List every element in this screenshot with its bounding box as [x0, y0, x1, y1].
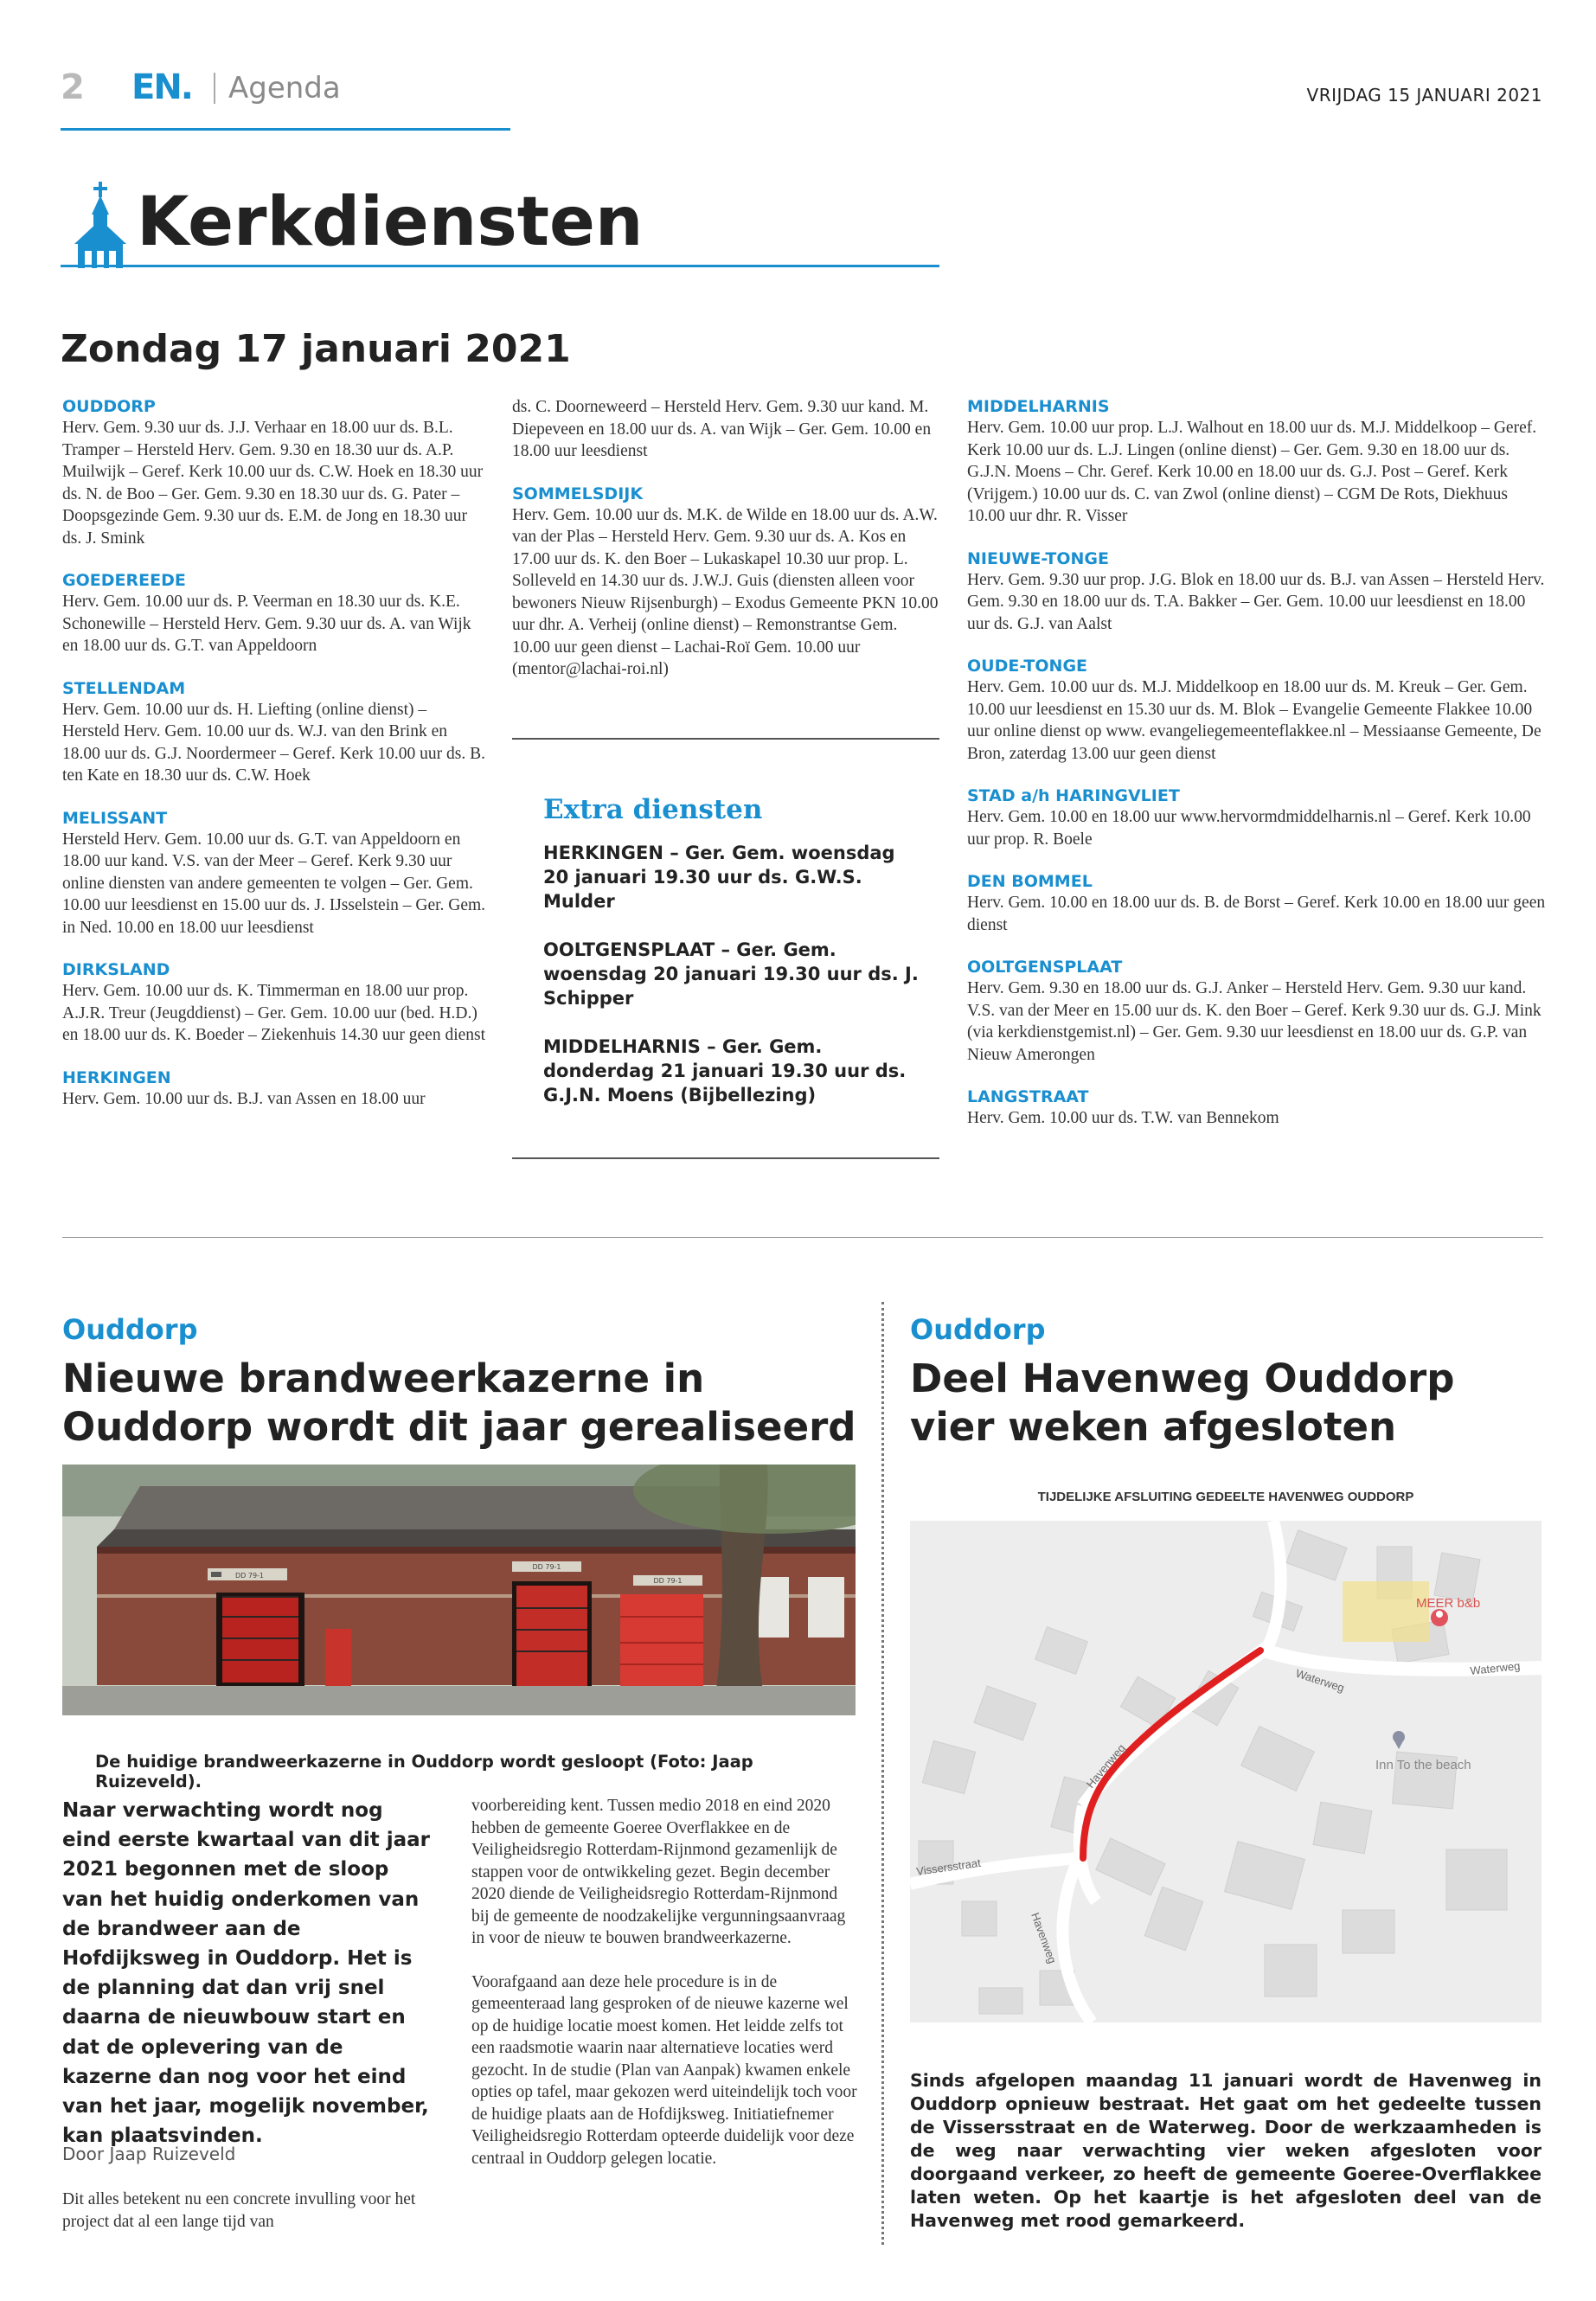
service-listing: Herv. Gem. 10.00 uur ds. H. Liefting (online dienst) – Hersteld Herv. Gem. 10.00 uur ds. W.J. van den Brink en 18.00 uur ds. G.J. Noordermeer – Geref. Kerk 10.00 uur ds. B. ten Kate en 18.30 uur ds. C.W. Hoek [62, 700, 486, 785]
place-heading: STAD a/h HARINGVLIET [967, 786, 1180, 805]
article-divider [881, 1302, 884, 2245]
map-label-havenweg: Havenweg [1029, 1910, 1060, 1965]
page-title: Kerkdiensten [137, 183, 644, 261]
newspaper-logo: EN. [131, 67, 192, 107]
services-column-2 [512, 396, 939, 681]
place-heading: DEN BOMMEL [967, 872, 1093, 891]
header-rule [61, 128, 510, 131]
page-number: 2 [61, 67, 85, 107]
article-paragraph: voorbereiding kent. Tussen medio 2018 en eind 2020 hebben de gemeente Goeree Overflakkee en de Veiligheidsregio Rotterdam-Rijnmond gezamenlijk de stappen voor de ontwikkeling gezet. Begin december 2020 diende de Veiligheidsregio Rotterdam-Rijnmond bij de gemeente de noodzakelijke vergunningsaanvraag in voor de nieuw te bouwen brandweerkazerne. [471, 1797, 846, 1947]
map-label-inn: Inn To the beach [1375, 1758, 1471, 1772]
place-heading: OUDDORP [62, 397, 156, 416]
map-label-waterweg: Waterweg [1469, 1658, 1522, 1677]
map-title: TIJDELIJKE AFSLUITING GEDEELTE HAVENWEG OUDDORP [1037, 1490, 1414, 1504]
extra-service-item: OOLTGENSPLAAT – Ger. Gem. woensdag 20 januari 19.30 uur ds. J. Schipper [543, 939, 919, 1009]
service-listing: Hersteld Herv. Gem. 10.00 uur ds. G.T. van Appeldoorn en 18.00 uur kand. V.S. van der Meer – Geref. Kerk 9.30 uur online diensten van andere gemeenten te volgen – Ger. Gem. 10.00 uur leesdienst en 15.00 uur ds. J. IJsselstein – Ger. Gem. in Ned. 10.00 en 18.00 uur leesdienst [62, 830, 486, 937]
service-listing: Herv. Gem. 10.00 uur ds. K. Timmerman en 18.00 uur prop. A.J.R. Treur (Jeugddienst) – Ger. Gem. 10.00 uur (bed. H.D.) en 18.00 uur ds. K. Boeder – Ziekenhuis 14.30 uur geen dienst [62, 982, 486, 1044]
article-headline: Deel Havenweg Ouddorp vier weken afgesloten [910, 1356, 1455, 1450]
map-label-havenweg: Havenweg [1083, 1741, 1128, 1791]
place-heading: NIEUWE-TONGE [967, 548, 1109, 568]
place-heading: GOEDEREEDE [62, 571, 186, 590]
extra-services-list [543, 841, 924, 1131]
station-sign: DD 79-1 [653, 1577, 683, 1585]
service-listing: Herv. Gem. 10.00 uur ds. P. Veerman en 18.30 uur ds. K.E. Schonewille – Hersteld Herv. Gem. 9.30 uur ds. A. van Wijk en 18.00 uur ds. G.T. van Appeldoorn [62, 593, 471, 655]
article-lead: Naar verwachting wordt nog eind eerste kwartaal van dit jaar 2021 begonnen met de sloop van het huidig onderkomen van de brandweer aan de Hofdijksweg in Ouddorp. Het is de planning dat dan vrij snel daarna de nieuwbouw start en dat de oplevering van de kazerne dan nog voor het eind van het jaar, mogelijk november, kan plaatsvinden. [62, 1799, 431, 2148]
place-heading: HERKINGEN [62, 1067, 171, 1087]
service-listing: Herv. Gem. 10.00 uur ds. M.J. Middelkoop en 18.00 uur ds. M. Kreuk – Ger. Gem. 10.00 uur leesdienst en 15.30 uur ds. M. Blok – Evangelie Gemeente Flakkee 10.00 uur online dienst op www. evangeliegemeenteflakkee.nl – Messiaanse Gemeente, De Bron, zaterdag 13.00 uur geen dienst [967, 678, 1542, 763]
section-name: Agenda [228, 71, 341, 106]
service-listing: Herv. Gem. 10.00 en 18.00 uur www.hervormdmiddelharnis.nl – Geref. Kerk 10.00 uur prop. R. Boele [967, 808, 1531, 849]
station-sign: DD 79-1 [235, 1572, 265, 1580]
title-rule [61, 265, 939, 267]
map-label-meer: MEER b&b [1416, 1596, 1481, 1611]
services-column-3 [967, 396, 1547, 1130]
fire-station-photo [62, 1465, 856, 1715]
place-heading: OUDE-TONGE [967, 657, 1088, 676]
closure-map [910, 1521, 1542, 2022]
place-heading: SOMMELSDIJK [512, 484, 644, 503]
photo-caption: De huidige brandweerkazerne in Ouddorp wordt gesloopt (Foto: Jaap Ruizeveld). [95, 1752, 753, 1791]
service-listing: Herv. Gem. 10.00 uur ds. M.K. de Wilde en 18.00 uur ds. A.W. van der Plas – Hersteld Herv. Gem. 9.30 uur ds. A. Kos en 17.00 uur ds. K. den Boer – Lukaskapel 10.30 uur prop. L. Solleveld en 14.30 uur ds. J.W.J. Guis (diensten alleen voor bewoners Nieuw Rijsenburgh) – Exodus Gemeente PKN 10.00 uur dhr. A. Verheij (online dienst) – Remonstrantse Gem. 10.00 uur geen dienst – Lachai-Roï Gem. 10.00 uur (mentor@lachai-roi.nl) [512, 505, 939, 678]
extra-services-heading: Extra diensten [543, 794, 763, 825]
map-label-waterweg: Waterweg [1294, 1666, 1346, 1695]
place-heading: LANGSTRAAT [967, 1087, 1089, 1106]
article-paragraph: Voorafgaand aan deze hele procedure is in de gemeenteraad lang gesproken of de nieuwe kazerne wel op de huidige locatie moest komen. Het leidde zelfs tot een raadsmotie waarin naar alternatieve locaties werd gezocht. In de studie (Plan van Aanpak) kwamen enkele opties op tafel, maar gekozen werd uiteindelijk toch voor de huidige plaats aan de Hofdijksweg. Initiatiefnemer Veiligheidsregio Rotterdam opteerde duidelijk voor deze centraal in Ouddorp gelegen locatie. [471, 1972, 857, 2168]
station-sign: DD 79-1 [532, 1563, 561, 1571]
extra-service-item: MIDDELHARNIS – Ger. Gem. donderdag 21 januari 19.30 uur ds. G.J.N. Moens (Bijbellezing) [543, 1036, 907, 1106]
map-label-vissersstraat: Vissersstraat [915, 1856, 982, 1878]
place-heading: OOLTGENSPLAAT [967, 958, 1123, 977]
article-byline: Door Jaap Ruizeveld [62, 2144, 236, 2164]
article-kicker: Ouddorp [910, 1313, 1046, 1346]
column-divider [512, 738, 939, 740]
service-listing: Herv. Gem. 9.30 en 18.00 uur ds. G.J. Anker – Hersteld Herv. Gem. 9.30 uur kand. V.S. van der Meer en 15.00 uur ds. K. den Boer – Geref. Kerk 9.30 uur ds. G.J. Mink (via kerkdienstgemist.nl) – Ger. Gem. 9.30 uur leesdienst en 18.00 uur ds. G.P. van Nieuw Amerongen [967, 979, 1542, 1064]
article-body: Dit alles betekent nu een concrete invulling voor het project dat al een lange tijd van [62, 2190, 416, 2231]
column-divider [512, 1157, 939, 1159]
place-heading: STELLENDAM [62, 678, 186, 698]
service-day-heading: Zondag 17 januari 2021 [61, 327, 571, 371]
place-heading: DIRKSLAND [62, 960, 170, 979]
article-headline: Nieuwe brandweerkazerne in Ouddorp wordt dit jaar gerealiseerd [62, 1356, 856, 1450]
place-heading: MELISSANT [62, 808, 168, 828]
extra-service-item: HERKINGEN – Ger. Gem. woensdag 20 januari 19.30 uur ds. G.W.S. Mulder [543, 843, 895, 912]
article-kicker: Ouddorp [62, 1313, 198, 1346]
article-body [471, 1795, 857, 2191]
header-divider [214, 73, 215, 104]
place-heading: MIDDELHARNIS [967, 397, 1110, 416]
article-body: Sinds afgelopen maandag 11 januari wordt de Havenweg in Ouddorp opnieuw bestraat. Het gaat om het gedeelte tussen de Vissersstraat en de Waterweg. Door de werkzaamheden is de weg naar verwachting vier weken afgesloten voor doorgaand verkeer, zo heeft de gemeente Goeree-Overflakkee laten weten. Op het kaartje is het afgesloten deel van de Havenweg met rood gemarkeerd. [910, 2070, 1542, 2231]
service-listing: Herv. Gem. 10.00 uur prop. L.J. Walhout en 18.00 uur ds. M.J. Middelkoop – Geref. Kerk 10.00 uur ds. L.J. Lingen (online dienst) – Ger. Gem. 9.30 en 18.00 uur ds. G.J.N. Moens – Chr. Geref. Kerk 10.00 en 18.00 uur ds. G.J. Post – Geref. Kerk (Vrijgem.) 10.00 uur ds. C. van Zwol (online dienst) – CGM De Rots, Diekhuus 10.00 uur dhr. R. Visser [967, 419, 1537, 525]
service-listing: Herv. Gem. 10.00 uur ds. T.W. van Bennekom [967, 1109, 1279, 1127]
service-listing: Herv. Gem. 9.30 uur prop. J.G. Blok en 18.00 uur ds. B.J. van Assen – Hersteld Herv. Gem. 9.30 en 18.00 uur ds. T.A. Bakker – Ger. Gem. 10.00 uur leesdienst en 18.00 uur ds. G.J. van Aalst [967, 570, 1545, 633]
service-listing: ds. C. Doorneweerd – Hersteld Herv. Gem. 9.30 uur kand. M. Diepeveen en 18.00 uur ds. A. van Wijk – Ger. Gem. 10.00 en 18.00 uur leesdienst [512, 398, 932, 460]
service-listing: Herv. Gem. 10.00 uur ds. B.J. van Assen en 18.00 uur [62, 1089, 426, 1108]
service-listing: Herv. Gem. 9.30 uur ds. J.J. Verhaar en 18.00 uur ds. B.L. Tramper – Hersteld Herv. Gem. 9.30 en 18.30 uur ds. A.P. Muilwijk – Geref. Kerk 10.00 uur ds. C.W. Hoek en 18.30 uur ds. N. de Boo – Ger. Gem. 9.30 en 18.30 uur ds. G. Pater – Doopsgezinde Gem. 9.30 uur ds. E.M. de Jong en 18.30 uur ds. J. Smink [62, 419, 484, 548]
section-divider [62, 1237, 1543, 1238]
services-column-1 [62, 396, 488, 1110]
church-icon [73, 182, 128, 268]
service-listing: Herv. Gem. 10.00 en 18.00 uur ds. B. de Borst – Geref. Kerk 10.00 en 18.00 uur geen dienst [967, 894, 1546, 934]
issue-date: VRIJDAG 15 JANUARI 2021 [1306, 85, 1542, 106]
